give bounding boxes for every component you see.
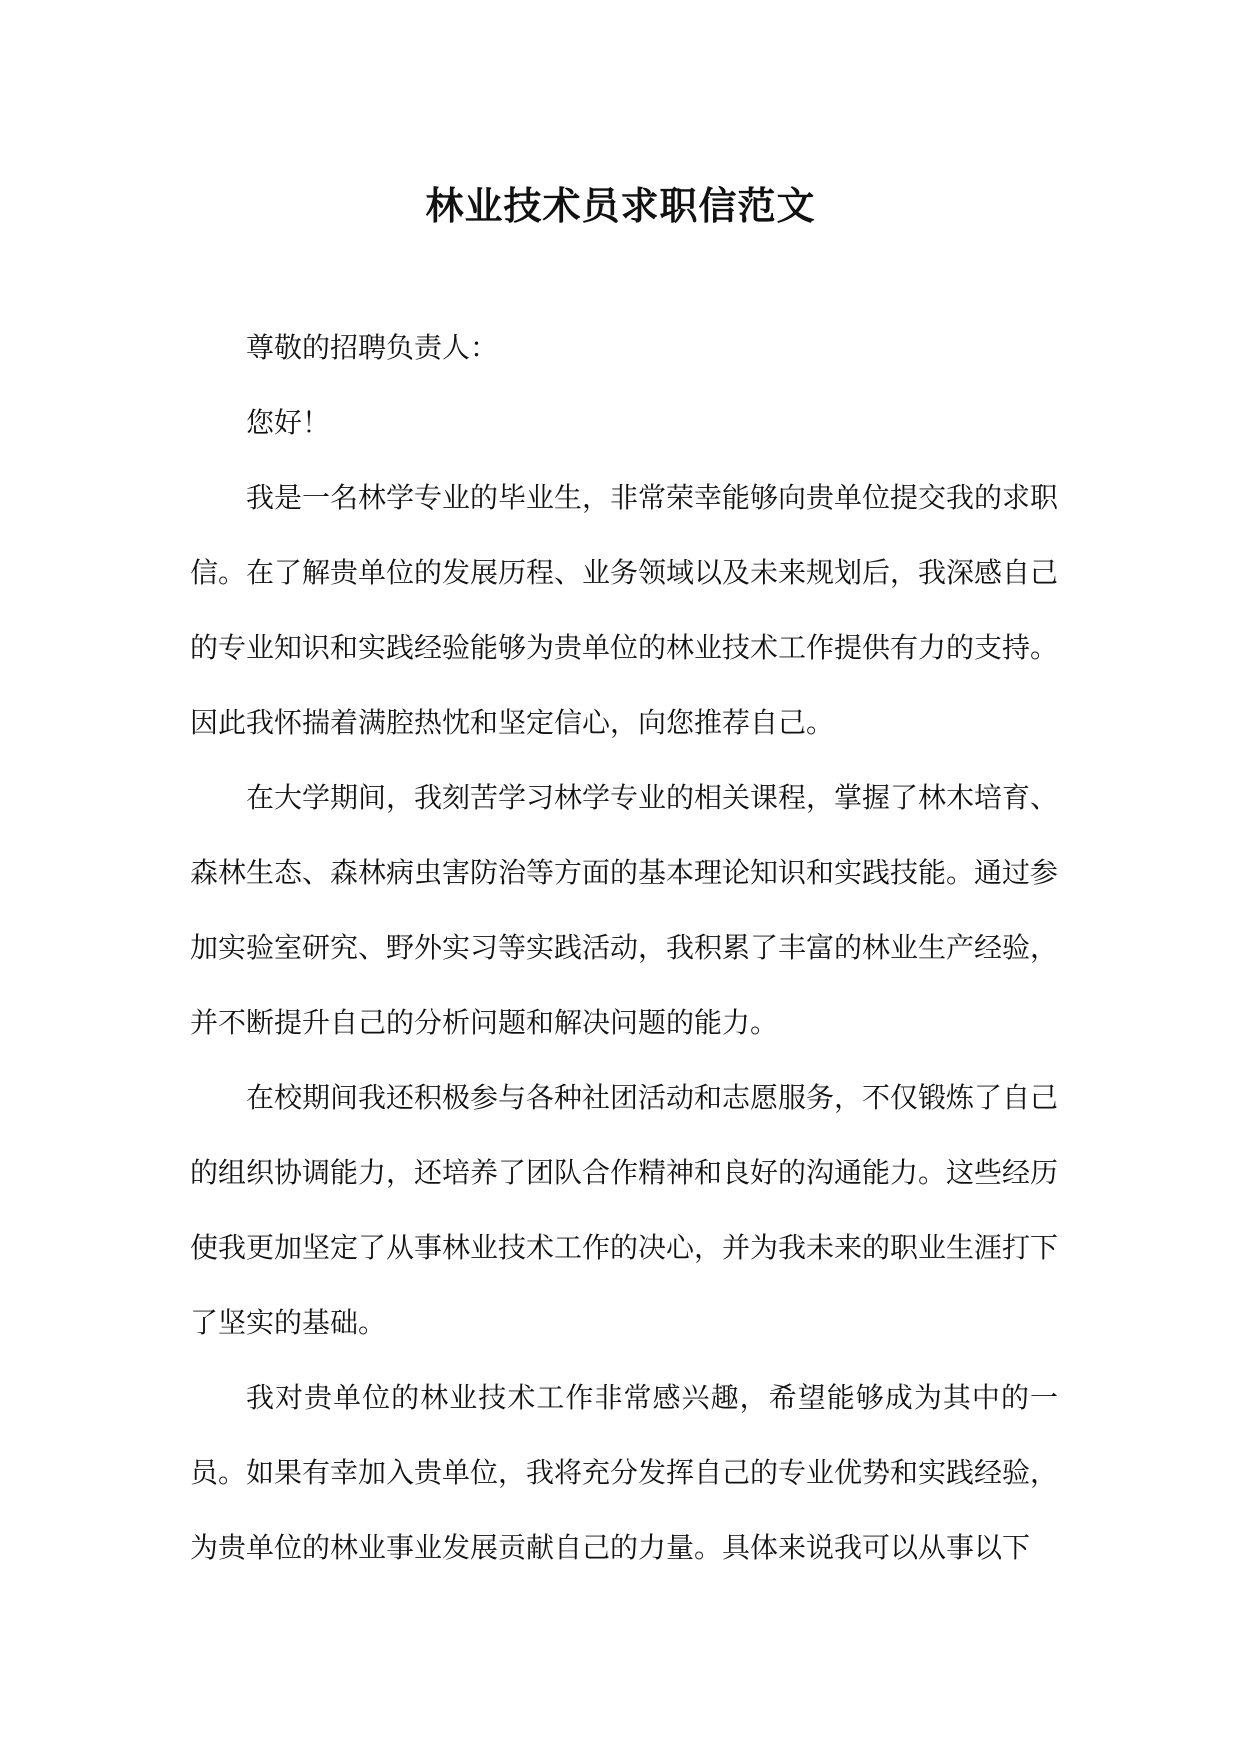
paragraph-intro: 我是一名林学专业的毕业生，非常荣幸能够向贵单位提交我的求职信。在了解贵单位的发展历程、业务领域以及未来规划后，我深感自己的专业知识和实践经验能够为贵单位的林业技术工作提供有力的支持。因此我怀揣着满腔热忱和坚定信心，向您推荐自己。 bbox=[190, 481, 1059, 739]
salutation-line: 您好！ bbox=[246, 406, 331, 439]
paragraph-activities: 在校期间我还积极参与各种社团活动和志愿服务，不仅锻炼了自己的组织协调能力，还培养了团队合作精神和良好的沟通能力。这些经历使我更加坚定了从事林业技术工作的决心，并为我未来的职业生涯打下了坚实的基础。 bbox=[190, 1081, 1059, 1339]
paragraph-interest: 我对贵单位的林业技术工作非常感兴趣，希望能够成为其中的一员。如果有幸加入贵单位，我将充分发挥自己的专业优势和实践经验，为贵单位的林业事业发展贡献自己的力量。具体来说我可以从事以下 bbox=[190, 1381, 1059, 1564]
greeting-line: 尊敬的招聘负责人： bbox=[246, 331, 499, 364]
paragraph-education: 在大学期间，我刻苦学习林学专业的相关课程，掌握了林木培育、森林生态、森林病虫害防治等方面的基本理论知识和实践技能。通过参加实验室研究、野外实习等实践活动，我积累了丰富的林业生产经验，并不断提升自己的分析问题和解决问题的能力。 bbox=[190, 781, 1059, 1039]
document-title: 林业技术员求职信范文 bbox=[425, 184, 816, 228]
letter-body bbox=[190, 310, 1058, 1585]
